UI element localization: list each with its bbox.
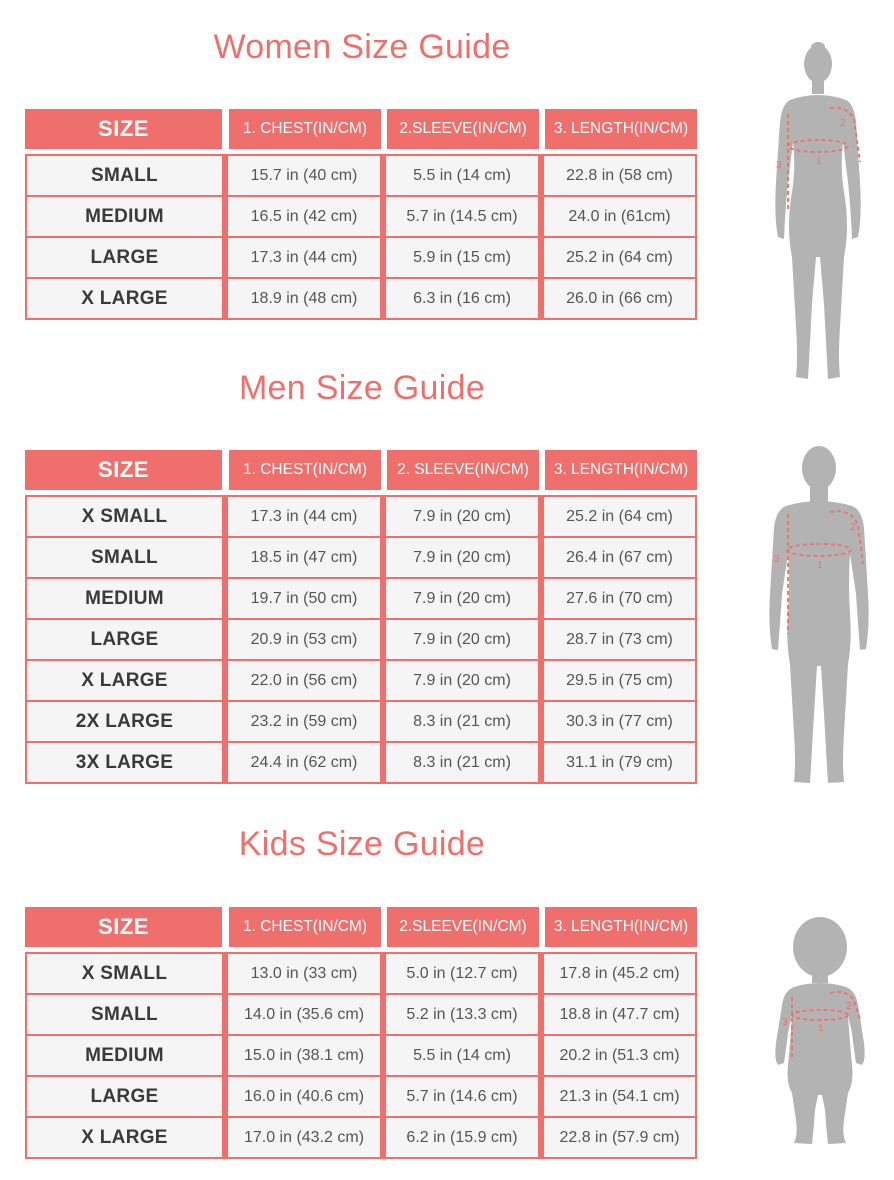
size-cell: 3X LARGE [27,743,222,782]
kids-table-body [25,952,697,1159]
table-row [27,238,695,277]
table-row [27,579,695,618]
size-cell: X LARGE [27,279,222,318]
sleeve-cell: 7.9 in (20 cm) [386,538,538,577]
length-marker-label: 3 [776,160,782,171]
size-cell: SMALL [27,995,222,1034]
length-cell: 22.8 in (58 cm) [544,156,695,195]
chest-cell: 17.3 in (44 cm) [228,238,380,277]
women-guide-title: Women Size Guide [213,28,511,66]
size-cell: SMALL [27,156,222,195]
size-cell: MEDIUM [27,197,222,236]
sleeve-cell: 5.7 in (14.5 cm) [386,197,538,236]
length-cell: 24.0 in (61cm) [544,197,695,236]
sleeve-cell: 5.7 in (14.6 cm) [386,1077,538,1116]
man-silhouette-icon [764,444,874,784]
chest-cell: 19.7 in (50 cm) [228,579,380,618]
men-guide-title: Men Size Guide [238,369,486,407]
sleeve-cell: 5.0 in (12.7 cm) [386,954,538,993]
chest-marker-label: 1 [816,156,822,167]
table-row [27,497,695,536]
sleeve-marker-label: 2 [840,118,846,129]
table-row [27,995,695,1034]
chest-cell: 15.0 in (38.1 cm) [228,1036,380,1075]
length-cell: 26.4 in (67 cm) [544,538,695,577]
size-cell: X SMALL [27,954,222,993]
chest-cell: 13.0 in (33 cm) [228,954,380,993]
sleeve-cell: 6.2 in (15.9 cm) [386,1118,538,1157]
size-cell: LARGE [27,238,222,277]
chest-cell: 17.3 in (44 cm) [228,497,380,536]
length-cell: 31.1 in (79 cm) [544,743,695,782]
size-cell: MEDIUM [27,579,222,618]
table-row [27,743,695,782]
length-cell: 30.3 in (77 cm) [544,702,695,741]
table-row [27,620,695,659]
child-silhouette-icon [770,915,870,1145]
length-cell: 27.6 in (70 cm) [544,579,695,618]
length-cell: 22.8 in (57.9 cm) [544,1118,695,1157]
sleeve-cell: 7.9 in (20 cm) [386,620,538,659]
chest-cell: 23.2 in (59 cm) [228,702,380,741]
length-cell: 17.8 in (45.2 cm) [544,954,695,993]
length-cell: 26.0 in (66 cm) [544,279,695,318]
header-size: SIZE [25,109,222,149]
chest-marker-label: 1 [818,1023,824,1034]
sleeve-cell: 7.9 in (20 cm) [386,579,538,618]
sleeve-cell: 6.3 in (16 cm) [386,279,538,318]
size-cell: LARGE [27,620,222,659]
table-row [27,156,695,195]
chest-cell: 14.0 in (35.6 cm) [228,995,380,1034]
table-row [27,954,695,993]
chest-cell: 15.7 in (40 cm) [228,156,380,195]
sleeve-cell: 7.9 in (20 cm) [386,661,538,700]
chest-cell: 24.4 in (62 cm) [228,743,380,782]
sleeve-cell: 7.9 in (20 cm) [386,497,538,536]
header-sleeve: 2.SLEEVE(IN/CM) [387,109,539,149]
table-row [27,661,695,700]
length-marker-label: 3 [782,1017,788,1028]
size-cell: LARGE [27,1077,222,1116]
length-cell: 29.5 in (75 cm) [544,661,695,700]
header-chest: 1. CHEST(IN/CM) [229,450,381,490]
length-cell: 25.2 in (64 cm) [544,238,695,277]
header-sleeve: 2. SLEEVE(IN/CM) [387,450,539,490]
table-row [27,1036,695,1075]
men-table-body [25,495,697,784]
size-cell: 2X LARGE [27,702,222,741]
size-cell: MEDIUM [27,1036,222,1075]
length-cell: 28.7 in (73 cm) [544,620,695,659]
header-length: 3. LENGTH(IN/CM) [545,907,697,947]
chest-cell: 17.0 in (43.2 cm) [228,1118,380,1157]
chest-cell: 20.9 in (53 cm) [228,620,380,659]
sleeve-cell: 8.3 in (21 cm) [386,743,538,782]
sleeve-cell: 8.3 in (21 cm) [386,702,538,741]
table-row [27,538,695,577]
length-cell: 20.2 in (51.3 cm) [544,1036,695,1075]
header-chest: 1. CHEST(IN/CM) [229,109,381,149]
length-cell: 25.2 in (64 cm) [544,497,695,536]
table-row [27,702,695,741]
length-cell: 18.8 in (47.7 cm) [544,995,695,1034]
women-table-body [25,154,697,320]
size-cell: X LARGE [27,661,222,700]
length-cell: 21.3 in (54.1 cm) [544,1077,695,1116]
sleeve-cell: 5.5 in (14 cm) [386,1036,538,1075]
header-sleeve: 2.SLEEVE(IN/CM) [387,907,539,947]
sleeve-marker-label: 2 [850,522,856,533]
sleeve-cell: 5.2 in (13.3 cm) [386,995,538,1034]
size-cell: SMALL [27,538,222,577]
table-row [27,1118,695,1157]
chest-marker-label: 1 [817,560,823,571]
size-cell: X SMALL [27,497,222,536]
chest-cell: 16.5 in (42 cm) [228,197,380,236]
sleeve-cell: 5.5 in (14 cm) [386,156,538,195]
header-size: SIZE [25,450,222,490]
sleeve-marker-label: 2 [846,1001,852,1012]
chest-cell: 18.9 in (48 cm) [228,279,380,318]
chest-cell: 18.5 in (47 cm) [228,538,380,577]
table-row [27,1077,695,1116]
header-size: SIZE [25,907,222,947]
header-chest: 1. CHEST(IN/CM) [229,907,381,947]
chest-cell: 16.0 in (40.6 cm) [228,1077,380,1116]
header-length: 3. LENGTH(IN/CM) [545,450,697,490]
chest-cell: 22.0 in (56 cm) [228,661,380,700]
header-length: 3. LENGTH(IN/CM) [545,109,697,149]
table-row [27,279,695,318]
kids-guide-title: Kids Size Guide [238,825,486,863]
size-cell: X LARGE [27,1118,222,1157]
table-row [27,197,695,236]
sleeve-cell: 5.9 in (15 cm) [386,238,538,277]
woman-silhouette-icon [768,42,868,382]
length-marker-label: 3 [774,554,780,565]
